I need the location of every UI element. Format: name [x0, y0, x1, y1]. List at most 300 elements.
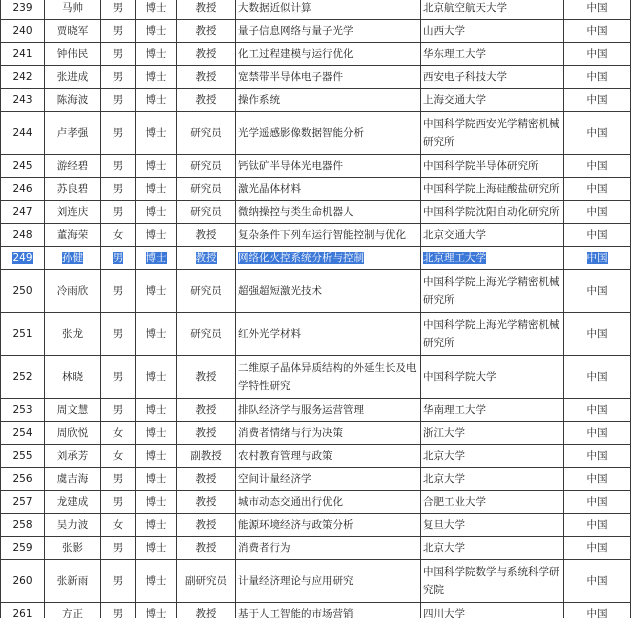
cell-name-text: 苏良碧	[56, 183, 89, 195]
cell-institution[interactable]	[421, 313, 564, 356]
cell-gender-text: 男	[112, 404, 124, 416]
cell-serial-number[interactable]	[1, 603, 45, 618]
cell-degree[interactable]	[136, 537, 177, 560]
cell-name[interactable]	[45, 20, 101, 43]
cell-degree-text: 博士	[145, 404, 167, 416]
cell-institution-text: 复旦大学	[423, 519, 465, 531]
cell-gender-text: 男	[112, 71, 124, 83]
cell-institution[interactable]	[421, 445, 564, 468]
cell-degree[interactable]	[136, 603, 177, 618]
cell-serial-number[interactable]	[1, 224, 45, 247]
cell-institution-text: 中国科学院沈阳自动化研究所	[423, 206, 560, 218]
cell-gender[interactable]	[101, 445, 136, 468]
cell-institution[interactable]	[421, 560, 564, 603]
cell-research-field[interactable]	[236, 247, 421, 270]
table-row[interactable]	[1, 468, 631, 491]
cell-degree[interactable]	[136, 43, 177, 66]
cell-institution-text: 上海交通大学	[423, 94, 486, 106]
cell-institution[interactable]	[421, 270, 564, 313]
cell-title[interactable]	[177, 491, 236, 514]
cell-title-text: 教授	[195, 473, 217, 485]
cell-country[interactable]	[564, 356, 631, 399]
cell-gender[interactable]	[101, 356, 136, 399]
cell-institution[interactable]	[421, 514, 564, 537]
cell-name[interactable]	[45, 445, 101, 468]
cell-name[interactable]	[45, 43, 101, 66]
cell-serial-number-text: 249	[12, 252, 33, 264]
cell-name-text: 钟伟民	[56, 48, 89, 60]
cell-institution-text: 华南理工大学	[423, 404, 486, 416]
table-row[interactable]	[1, 560, 631, 603]
cell-name-text: 周文慧	[56, 404, 89, 416]
cell-gender-text: 女	[112, 427, 124, 439]
cell-serial-number-text: 240	[12, 25, 33, 37]
cell-name-text: 方正	[62, 608, 83, 618]
cell-degree[interactable]	[136, 560, 177, 603]
cell-country-text: 中国	[586, 183, 608, 195]
cell-research-field-text: 光学遥感影像数据智能分析	[238, 127, 364, 139]
cell-gender-text: 男	[112, 94, 124, 106]
cell-serial-number[interactable]	[1, 445, 45, 468]
cell-gender-text: 女	[112, 519, 124, 531]
cell-country-text: 中国	[586, 450, 608, 462]
cell-institution[interactable]	[421, 356, 564, 399]
cell-degree[interactable]	[136, 155, 177, 178]
cell-gender-text: 男	[112, 575, 124, 587]
cell-title[interactable]	[177, 20, 236, 43]
cell-name[interactable]	[45, 178, 101, 201]
cell-country[interactable]	[564, 560, 631, 603]
cell-research-field-text: 激光晶体材料	[238, 183, 301, 195]
cell-title[interactable]	[177, 422, 236, 445]
cell-country-text: 中国	[586, 25, 608, 37]
cell-research-field[interactable]	[236, 20, 421, 43]
cell-research-field-text: 大数据近似计算	[238, 2, 312, 14]
cell-title[interactable]	[177, 270, 236, 313]
table-row[interactable]	[1, 270, 631, 313]
cell-serial-number[interactable]	[1, 20, 45, 43]
cell-research-field[interactable]	[236, 270, 421, 313]
cell-country[interactable]	[564, 20, 631, 43]
cell-institution-text: 北京航空航天大学	[423, 2, 507, 14]
cell-country-text: 中国	[586, 473, 608, 485]
cell-research-field[interactable]	[236, 422, 421, 445]
cell-country[interactable]	[564, 491, 631, 514]
cell-serial-number-text: 244	[12, 127, 33, 139]
table-row[interactable]	[1, 20, 631, 43]
cell-degree[interactable]	[136, 514, 177, 537]
cell-name[interactable]	[45, 89, 101, 112]
cell-country[interactable]	[564, 468, 631, 491]
cell-title[interactable]	[177, 43, 236, 66]
cell-research-field[interactable]	[236, 201, 421, 224]
cell-research-field[interactable]	[236, 560, 421, 603]
cell-institution[interactable]	[421, 537, 564, 560]
cell-title-text: 副研究员	[185, 575, 227, 587]
cell-title[interactable]	[177, 89, 236, 112]
cell-serial-number[interactable]	[1, 155, 45, 178]
cell-name[interactable]	[45, 270, 101, 313]
cell-country[interactable]	[564, 422, 631, 445]
cell-degree[interactable]	[136, 66, 177, 89]
cell-institution-text: 北京理工大学	[423, 252, 486, 264]
cell-degree-text: 博士	[145, 519, 167, 531]
cell-name[interactable]	[45, 468, 101, 491]
cell-gender[interactable]	[101, 20, 136, 43]
cell-gender[interactable]	[101, 112, 136, 155]
cell-name[interactable]	[45, 66, 101, 89]
cell-serial-number-text: 253	[12, 404, 33, 416]
table-row[interactable]	[1, 89, 631, 112]
cell-degree[interactable]	[136, 247, 177, 270]
cell-serial-number[interactable]	[1, 468, 45, 491]
cell-country-text: 中国	[586, 285, 608, 297]
cell-name-text: 张影	[62, 542, 83, 554]
cell-institution-text: 华东理工大学	[423, 48, 486, 60]
cell-research-field-text: 宽禁带半导体电子器件	[238, 71, 343, 83]
cell-title[interactable]	[177, 514, 236, 537]
cell-degree[interactable]	[136, 491, 177, 514]
cell-institution[interactable]	[421, 201, 564, 224]
table-row[interactable]	[1, 201, 631, 224]
cell-institution-text: 浙江大学	[423, 427, 465, 439]
cell-serial-number-text: 257	[12, 496, 33, 508]
cell-name[interactable]	[45, 155, 101, 178]
cell-institution[interactable]	[421, 0, 564, 20]
cell-name[interactable]	[45, 399, 101, 422]
cell-country[interactable]	[564, 155, 631, 178]
cell-degree-text: 博士	[145, 252, 167, 264]
cell-degree[interactable]	[136, 224, 177, 247]
cell-degree[interactable]	[136, 0, 177, 20]
cell-name-text: 龙建成	[56, 496, 89, 508]
cell-degree-text: 博士	[145, 25, 167, 37]
cell-name[interactable]	[45, 313, 101, 356]
cell-title[interactable]	[177, 112, 236, 155]
table-row[interactable]	[1, 537, 631, 560]
cell-title[interactable]	[177, 66, 236, 89]
cell-title[interactable]	[177, 178, 236, 201]
cell-degree-text: 博士	[145, 48, 167, 60]
cell-gender-text: 男	[112, 496, 124, 508]
cell-serial-number[interactable]	[1, 560, 45, 603]
cell-research-field[interactable]	[236, 356, 421, 399]
cell-gender[interactable]	[101, 603, 136, 618]
cell-degree[interactable]	[136, 20, 177, 43]
table-row[interactable]	[1, 43, 631, 66]
cell-name-text: 游经碧	[56, 160, 89, 172]
cell-gender[interactable]	[101, 514, 136, 537]
table-row[interactable]	[1, 0, 631, 20]
cell-gender[interactable]	[101, 247, 136, 270]
cell-name[interactable]	[45, 247, 101, 270]
cell-degree[interactable]	[136, 468, 177, 491]
cell-degree[interactable]	[136, 313, 177, 356]
cell-research-field[interactable]	[236, 491, 421, 514]
cell-research-field[interactable]	[236, 89, 421, 112]
cell-degree[interactable]	[136, 422, 177, 445]
cell-name[interactable]	[45, 514, 101, 537]
cell-research-field[interactable]	[236, 43, 421, 66]
cell-name[interactable]	[45, 112, 101, 155]
cell-institution[interactable]	[421, 468, 564, 491]
cell-gender[interactable]	[101, 224, 136, 247]
cell-degree[interactable]	[136, 399, 177, 422]
cell-institution[interactable]	[421, 422, 564, 445]
cell-degree[interactable]	[136, 178, 177, 201]
cell-serial-number-text: 254	[12, 427, 33, 439]
cell-name[interactable]	[45, 201, 101, 224]
table-row[interactable]	[1, 445, 631, 468]
cell-institution[interactable]	[421, 399, 564, 422]
table-row[interactable]	[1, 155, 631, 178]
cell-name-text: 冷雨欣	[56, 285, 89, 297]
cell-name-text: 董海荣	[56, 229, 89, 241]
cell-gender-text: 男	[112, 473, 124, 485]
cell-degree[interactable]	[136, 89, 177, 112]
cell-degree-text: 博士	[145, 450, 167, 462]
cell-degree[interactable]	[136, 356, 177, 399]
cell-degree-text: 博士	[145, 71, 167, 83]
cell-degree-text: 博士	[145, 473, 167, 485]
cell-name[interactable]	[45, 491, 101, 514]
cell-title[interactable]	[177, 224, 236, 247]
cell-research-field-text: 排队经济学与服务运营管理	[238, 404, 364, 416]
cell-serial-number-text: 243	[12, 94, 33, 106]
cell-serial-number[interactable]	[1, 422, 45, 445]
table-row[interactable]	[1, 603, 631, 618]
cell-country[interactable]	[564, 445, 631, 468]
cell-gender[interactable]	[101, 468, 136, 491]
cell-research-field-text: 消费者情绪与行为决策	[238, 427, 343, 439]
table-row[interactable]	[1, 313, 631, 356]
cell-gender-text: 男	[112, 48, 124, 60]
cell-country[interactable]	[564, 178, 631, 201]
cell-country[interactable]	[564, 112, 631, 155]
cell-name-text: 林晓	[62, 371, 83, 383]
table-row[interactable]	[1, 178, 631, 201]
cell-title-text: 教授	[195, 229, 217, 241]
cell-country[interactable]	[564, 66, 631, 89]
cell-institution[interactable]	[421, 178, 564, 201]
cell-gender[interactable]	[101, 89, 136, 112]
cell-serial-number-text: 259	[12, 542, 33, 554]
cell-research-field[interactable]	[236, 178, 421, 201]
cell-title[interactable]	[177, 560, 236, 603]
cell-serial-number-text: 252	[12, 371, 33, 383]
cell-serial-number[interactable]	[1, 514, 45, 537]
cell-serial-number[interactable]	[1, 66, 45, 89]
cell-country-text: 中国	[586, 371, 608, 383]
cell-gender-text: 男	[112, 285, 124, 297]
cell-institution[interactable]	[421, 112, 564, 155]
cell-title[interactable]	[177, 201, 236, 224]
cell-serial-number[interactable]	[1, 491, 45, 514]
cell-serial-number[interactable]	[1, 0, 45, 20]
cell-research-field-text: 钙钛矿半导体光电器件	[238, 160, 343, 172]
cell-institution[interactable]	[421, 89, 564, 112]
cell-gender[interactable]	[101, 0, 136, 20]
cell-serial-number-text: 242	[12, 71, 33, 83]
cell-serial-number[interactable]	[1, 247, 45, 270]
cell-name[interactable]	[45, 603, 101, 618]
cell-research-field-text: 计量经济理论与应用研究	[238, 575, 354, 587]
cell-country[interactable]	[564, 89, 631, 112]
cell-gender[interactable]	[101, 66, 136, 89]
cell-title[interactable]	[177, 247, 236, 270]
table-row[interactable]	[1, 66, 631, 89]
cell-gender[interactable]	[101, 155, 136, 178]
cell-research-field[interactable]	[236, 514, 421, 537]
cell-title[interactable]	[177, 445, 236, 468]
cell-research-field[interactable]	[236, 112, 421, 155]
cell-serial-number[interactable]	[1, 399, 45, 422]
cell-institution[interactable]	[421, 43, 564, 66]
table-row[interactable]	[1, 514, 631, 537]
cell-name[interactable]	[45, 224, 101, 247]
cell-research-field-text: 网络化火控系统分析与控制	[238, 252, 364, 264]
cell-country[interactable]	[564, 247, 631, 270]
cell-title[interactable]	[177, 356, 236, 399]
cell-gender-text: 男	[112, 371, 124, 383]
cell-institution-text: 中国科学院西安光学精密机械研究所	[423, 118, 560, 148]
cell-institution[interactable]	[421, 155, 564, 178]
cell-title[interactable]	[177, 155, 236, 178]
cell-research-field[interactable]	[236, 66, 421, 89]
cell-degree[interactable]	[136, 201, 177, 224]
cell-gender[interactable]	[101, 491, 136, 514]
cell-serial-number[interactable]	[1, 537, 45, 560]
cell-name-text: 孙健	[62, 252, 83, 264]
cell-serial-number[interactable]	[1, 313, 45, 356]
cell-institution[interactable]	[421, 491, 564, 514]
cell-serial-number[interactable]	[1, 178, 45, 201]
cell-country-text: 中国	[586, 427, 608, 439]
cell-degree[interactable]	[136, 112, 177, 155]
cell-country[interactable]	[564, 43, 631, 66]
cell-gender[interactable]	[101, 178, 136, 201]
cell-title[interactable]	[177, 0, 236, 20]
table-row[interactable]	[1, 399, 631, 422]
cell-research-field[interactable]	[236, 468, 421, 491]
cell-country[interactable]	[564, 603, 631, 618]
cell-gender[interactable]	[101, 560, 136, 603]
table-row[interactable]	[1, 491, 631, 514]
cell-serial-number-text: 258	[12, 519, 33, 531]
cell-gender[interactable]	[101, 422, 136, 445]
cell-serial-number-text: 246	[12, 183, 33, 195]
cell-title[interactable]	[177, 537, 236, 560]
cell-serial-number-text: 245	[12, 160, 33, 172]
table-row[interactable]	[1, 112, 631, 155]
cell-gender[interactable]	[101, 201, 136, 224]
cell-title[interactable]	[177, 603, 236, 618]
cell-research-field[interactable]	[236, 445, 421, 468]
cell-institution[interactable]	[421, 66, 564, 89]
cell-title-text: 教授	[195, 608, 217, 618]
cell-research-field[interactable]	[236, 224, 421, 247]
cell-name-text: 张新雨	[56, 575, 89, 587]
cell-degree-text: 博士	[145, 94, 167, 106]
cell-institution-text: 山西大学	[423, 25, 465, 37]
cell-country[interactable]	[564, 399, 631, 422]
cell-research-field[interactable]	[236, 603, 421, 618]
cell-institution[interactable]	[421, 20, 564, 43]
table-row-selected[interactable]	[1, 247, 631, 270]
cell-serial-number[interactable]	[1, 89, 45, 112]
cell-country-text: 中国	[586, 160, 608, 172]
cell-country[interactable]	[564, 514, 631, 537]
cell-title[interactable]	[177, 399, 236, 422]
cell-serial-number-text: 261	[12, 608, 33, 618]
cell-name[interactable]	[45, 0, 101, 20]
cell-degree-text: 博士	[145, 183, 167, 195]
cell-research-field-text: 二维原子晶体异质结构的外延生长及电学特性研究	[238, 362, 417, 392]
cell-research-field-text: 微纳操控与类生命机器人	[238, 206, 354, 218]
cell-gender-text: 男	[112, 252, 124, 264]
cell-name-text: 马帅	[62, 2, 83, 14]
cell-name[interactable]	[45, 560, 101, 603]
cell-country[interactable]	[564, 201, 631, 224]
cell-title-text: 教授	[195, 71, 217, 83]
table-row[interactable]	[1, 422, 631, 445]
cell-gender[interactable]	[101, 399, 136, 422]
cell-country[interactable]	[564, 313, 631, 356]
cell-gender-text: 男	[112, 206, 124, 218]
cell-gender[interactable]	[101, 270, 136, 313]
cell-country[interactable]	[564, 537, 631, 560]
cell-serial-number[interactable]	[1, 270, 45, 313]
cell-name-text: 刘承芳	[56, 450, 89, 462]
cell-research-field-text: 化工过程建模与运行优化	[238, 48, 354, 60]
cell-degree[interactable]	[136, 445, 177, 468]
cell-gender[interactable]	[101, 313, 136, 356]
cell-research-field[interactable]	[236, 313, 421, 356]
cell-serial-number[interactable]	[1, 356, 45, 399]
table-row[interactable]	[1, 224, 631, 247]
cell-serial-number[interactable]	[1, 43, 45, 66]
cell-country-text: 中国	[586, 575, 608, 587]
cell-name[interactable]	[45, 422, 101, 445]
cell-name[interactable]	[45, 537, 101, 560]
cell-country[interactable]	[564, 0, 631, 20]
cell-name[interactable]	[45, 356, 101, 399]
cell-serial-number[interactable]	[1, 201, 45, 224]
cell-country[interactable]	[564, 224, 631, 247]
cell-institution[interactable]	[421, 603, 564, 618]
cell-gender-text: 女	[112, 229, 124, 241]
cell-research-field[interactable]	[236, 155, 421, 178]
cell-title-text: 副教授	[190, 450, 222, 462]
cell-title-text: 研究员	[190, 160, 222, 172]
cell-institution[interactable]	[421, 224, 564, 247]
cell-name-text: 卢孝强	[56, 127, 89, 139]
cell-gender[interactable]	[101, 537, 136, 560]
cell-gender[interactable]	[101, 43, 136, 66]
cell-title[interactable]	[177, 468, 236, 491]
cell-institution-text: 北京大学	[423, 542, 465, 554]
cell-serial-number[interactable]	[1, 112, 45, 155]
cell-degree[interactable]	[136, 270, 177, 313]
cell-research-field[interactable]	[236, 537, 421, 560]
table-row[interactable]	[1, 356, 631, 399]
cell-country[interactable]	[564, 270, 631, 313]
cell-research-field[interactable]	[236, 399, 421, 422]
cell-title[interactable]	[177, 313, 236, 356]
cell-degree-text: 博士	[145, 427, 167, 439]
cell-institution[interactable]	[421, 247, 564, 270]
cell-research-field[interactable]	[236, 0, 421, 20]
